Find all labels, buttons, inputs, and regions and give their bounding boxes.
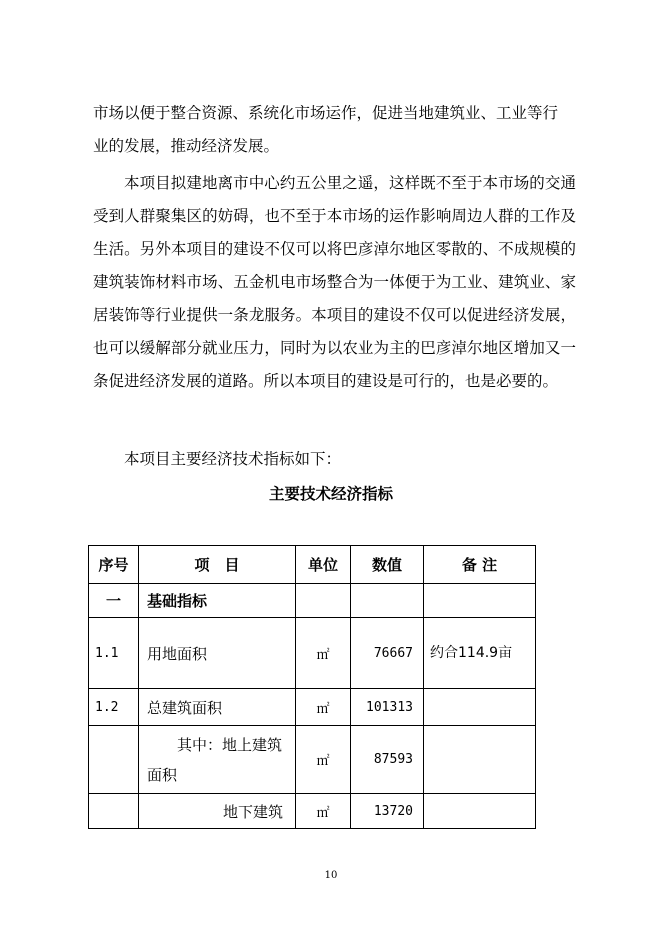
- table-row: [89, 794, 536, 829]
- cell-unit: ㎡: [296, 689, 351, 726]
- table-row: [89, 726, 536, 794]
- paragraph-site-description: 本项目拟建地离市中心约五公里之遥，这样既不至于本市场的交通受到人群聚集区的妨碍，也不至于本市场的运作影响周边人群的工作及生活。另外本项目的建设不仅可以将巴彦淖尔地区零散的、不成规模的建筑装饰材料市场、五金机电市场整合为一体便于为工业、建筑业、家居装饰等行业提供一条龙服务。本项目的建设不仅可以促进经济发展，也可以缓解部分就业压力，同时为以农业为主的巴彦淖尔地区增加又一条促进经济发展的道路。所以本项目的建设是可行的，也是必要的。: [93, 174, 576, 390]
- paragraph-intro-indicators: 本项目主要经济技术指标如下：: [124, 450, 342, 468]
- header-no: 序号: [89, 546, 139, 584]
- table-row: [89, 689, 536, 726]
- cell-unit: ㎡: [296, 618, 351, 689]
- table-header-row: [89, 546, 536, 584]
- cell-value: 76667: [351, 618, 424, 689]
- cell-no: [89, 726, 139, 794]
- cell-note: 约合114.9亩: [424, 618, 536, 689]
- cell-unit: [296, 584, 351, 618]
- cell-unit: ㎡: [296, 794, 351, 829]
- table-row: [89, 584, 536, 618]
- cell-note: [424, 584, 536, 618]
- indicator-table: [88, 545, 536, 829]
- cell-unit: ㎡: [296, 726, 351, 794]
- header-note: 备 注: [424, 546, 536, 584]
- cell-item: 其中：地上建筑面积: [139, 726, 296, 794]
- cell-note: [424, 726, 536, 794]
- cell-item: 用地面积: [139, 618, 296, 689]
- cell-value: 13720: [351, 794, 424, 829]
- cell-value: 101313: [351, 689, 424, 726]
- cell-item: 地下建筑: [139, 794, 296, 829]
- text-line-1: 市场以便于整合资源、系统化市场运作，促进当地建筑业、工业等行: [93, 104, 559, 122]
- cell-no: 1.2: [89, 689, 139, 726]
- cell-note: [424, 689, 536, 726]
- cell-no: 一: [89, 584, 139, 618]
- header-item: 项 目: [139, 546, 296, 584]
- cell-note: [424, 794, 536, 829]
- cell-item: 总建筑面积: [139, 689, 296, 726]
- table-row: [89, 618, 536, 689]
- table-caption: 主要技术经济指标: [268, 485, 393, 503]
- cell-value: [351, 584, 424, 618]
- cell-no: 1.1: [89, 618, 139, 689]
- header-value: 数值: [351, 546, 424, 584]
- cell-item: 基础指标: [139, 584, 296, 618]
- page-number: 10: [324, 870, 338, 881]
- cell-value: 87593: [351, 726, 424, 794]
- text-line-2: 业的发展，推动经济发展。: [93, 137, 280, 155]
- header-unit: 单位: [296, 546, 351, 584]
- cell-no: [89, 794, 139, 829]
